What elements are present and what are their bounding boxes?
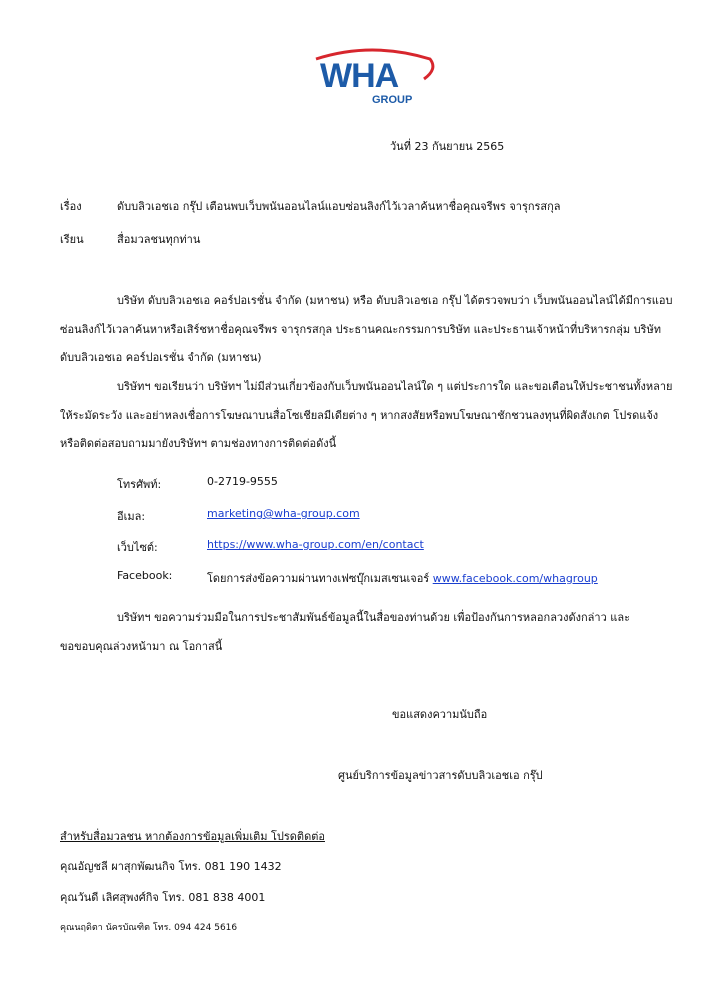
- facebook-value: [207, 569, 598, 587]
- media-contact-3: คุณนฤดิตา นัครบัณฑิต โทร. 094 424 5616: [60, 923, 238, 933]
- facebook-link[interactable]: www.facebook.com/whagroup: [432, 572, 598, 585]
- paragraph-line: ขอขอบคุณล่วงหน้ามา ณ โอกาสนี้: [60, 639, 223, 653]
- paragraph-line: บริษัทฯ ขอเรียนว่า บริษัทฯ ไม่มีส่วนเกี่ยวข้องกับเว็บพนันออนไลน์ใด ๆ แต่ประการใด และขอเตือนให้ประชาชนทั้งหลาย: [117, 380, 673, 393]
- phone-label: โทรศัพท์:: [117, 478, 162, 491]
- paragraph-1: [60, 287, 673, 373]
- media-contact-1: คุณอัญชลี ผาสุกพัฒนกิจ โทร. 081 190 1432: [60, 860, 282, 873]
- paragraph-3: [60, 604, 670, 661]
- paragraph-line: ดับบลิวเอชเอ คอร์ปอเรชั่น จำกัด (มหาชน): [60, 351, 262, 364]
- recipient-label: เรียน: [60, 233, 84, 246]
- subject-text: ดับบลิวเอชเอ กรุ๊ป เตือนพบเว็บพนันออนไลน์แอบซ่อนลิงก์ไว้เวลาค้นหาชื่อคุณจรีพร จารุกรสกุล: [117, 200, 561, 213]
- media-contact-heading: สำหรับสื่อมวลชน หากต้องการข้อมูลเพิ่มเติม โปรดติดต่อ: [60, 830, 325, 843]
- website-label: เว็บไซต์:: [117, 541, 158, 554]
- facebook-label: Facebook:: [117, 569, 173, 582]
- facebook-prefix: โดยการส่งข้อความผ่านทางเฟซบุ๊กเมสเซนเจอร์: [207, 572, 430, 585]
- signature-block: ศูนย์บริการข้อมูลข่าวสารดับบลิวเอชเอ กรุ๊ป: [338, 769, 543, 782]
- phone-value: 0-2719-9555: [207, 475, 278, 488]
- website-link[interactable]: https://www.wha-group.com/en/contact: [207, 538, 424, 551]
- closing-salutation: ขอแสดงความนับถือ: [392, 708, 488, 721]
- email-link[interactable]: marketing@wha-group.com: [207, 507, 360, 520]
- paragraph-line: บริษัทฯ ขอความร่วมมือในการประชาสัมพันธ์ข้อมูลนี้ในสื่อของท่านด้วย เพื่อป้องกันการหลอกลวงดังกล่าว และ: [117, 611, 630, 624]
- paragraph-line: บริษัท ดับบลิวเอชเอ คอร์ปอเรชั่น จำกัด (มหาชน) หรือ ดับบลิวเอชเอ กรุ๊ป ได้ตรวจพบว่า เว็บพนันออนไลน์ได้มีการแอบ: [117, 294, 673, 307]
- logo-wordmark: WHA: [320, 57, 399, 95]
- logo-subtitle: GROUP: [372, 94, 413, 106]
- paragraph-2: [60, 373, 673, 459]
- letter-date: วันที่ 23 กันยายน 2565: [390, 140, 505, 153]
- paragraph-line: ให้ระมัดระวัง และอย่าหลงเชื่อการโฆษณาบนสื่อโซเชียลมีเดียต่าง ๆ หากสงสัยหรือพบโฆษณาชักชวนลงทุนที่ผิดสังเกต โปรดแจ้ง: [60, 408, 659, 422]
- recipient-text: สื่อมวลชนทุกท่าน: [117, 233, 201, 246]
- wha-group-logo: [312, 45, 437, 115]
- email-label: อีเมล:: [117, 510, 146, 523]
- subject-label: เรื่อง: [60, 200, 82, 213]
- paragraph-line: ซ่อนลิงก์ไว้เวลาค้นหาหรือเสิร์ชหาชื่อคุณจรีพร จารุกรสกุล ประธานคณะกรรมการบริษัท และประธานเจ้าหน้าที่บริหารกลุ่ม บริษัท: [60, 322, 661, 336]
- media-contact-2: คุณวันดี เลิศสุพงศ์กิจ โทร. 081 838 4001: [60, 891, 266, 904]
- paragraph-line: หรือติดต่อสอบถามมายังบริษัทฯ ตามช่องทางการติดต่อดังนี้: [60, 437, 337, 450]
